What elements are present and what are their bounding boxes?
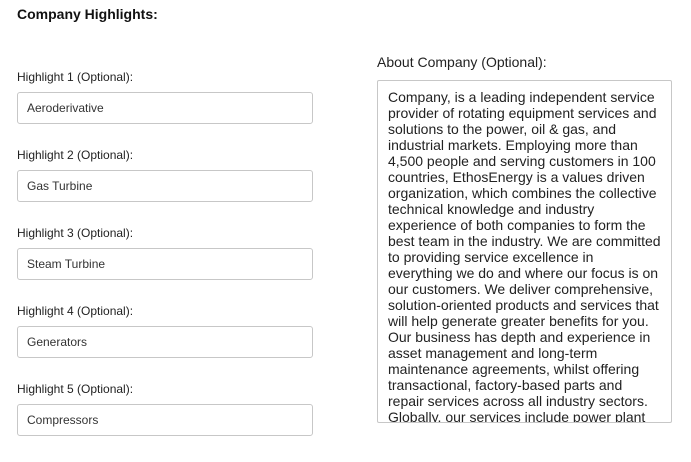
about-company-label: About Company (Optional): [377, 54, 547, 70]
about-company-textarea[interactable] [377, 80, 672, 423]
highlight-5-label: Highlight 5 (Optional): [17, 382, 134, 396]
highlight-1-input[interactable] [17, 92, 313, 124]
highlight-3-label: Highlight 3 (Optional): [17, 226, 134, 240]
highlight-2-label: Highlight 2 (Optional): [17, 148, 134, 162]
highlight-3-input[interactable] [17, 248, 313, 280]
highlight-4-input[interactable] [17, 326, 313, 358]
highlight-4-label: Highlight 4 (Optional): [17, 304, 134, 318]
section-title: Company Highlights: [17, 6, 158, 22]
highlight-1-label: Highlight 1 (Optional): [17, 70, 134, 84]
highlight-2-input[interactable] [17, 170, 313, 202]
highlight-5-input[interactable] [17, 404, 313, 436]
